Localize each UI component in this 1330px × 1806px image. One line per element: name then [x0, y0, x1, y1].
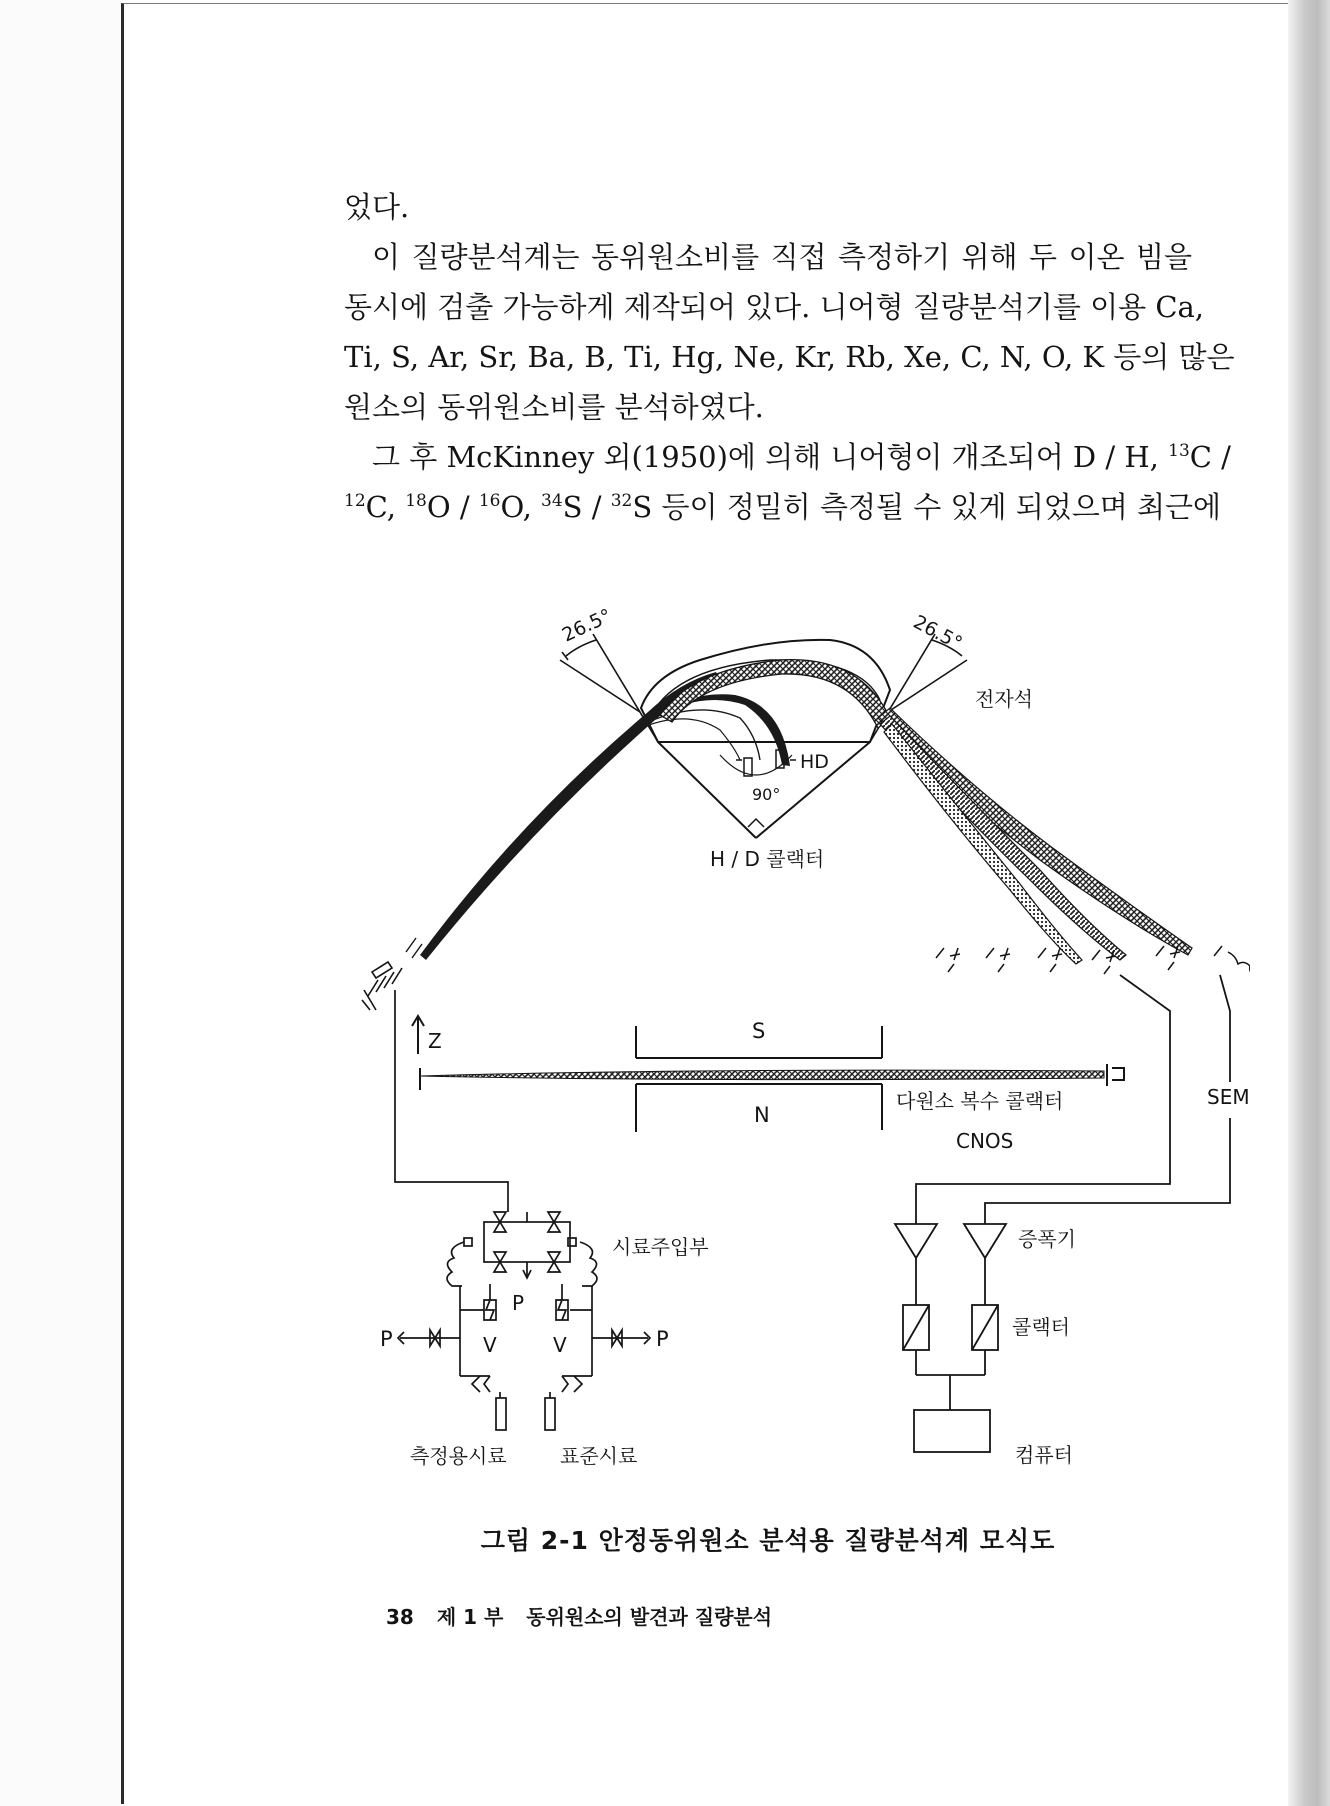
- standard-label: 표준시료: [560, 1444, 638, 1468]
- pump-label-center: P: [512, 1291, 525, 1315]
- valve-label-right: V: [553, 1333, 567, 1357]
- sample-inlet-system: [395, 990, 650, 1430]
- page-edge-shadow: [1288, 0, 1330, 1806]
- n-label: N: [754, 1103, 770, 1127]
- valve-label-left: V: [483, 1333, 497, 1357]
- s-label: S: [752, 1019, 766, 1043]
- collector-label: 콜랙터: [1012, 1315, 1070, 1339]
- amplifiers: [895, 1224, 1006, 1258]
- ion-beam-arc: [660, 660, 890, 728]
- ion-beam-right: [878, 708, 1192, 964]
- pump-label-left: P: [380, 1327, 393, 1351]
- right-angle-label: 90°: [752, 785, 781, 804]
- sample-label: 측정용시료: [410, 1444, 507, 1468]
- pump-label-right: P: [656, 1327, 669, 1351]
- isotope-superscript: 32: [610, 491, 633, 511]
- text-line-6: [344, 432, 1231, 482]
- computer-label: 컴퓨터: [1015, 1443, 1073, 1467]
- text-fragment: C,: [365, 490, 406, 524]
- text-line-7: [344, 482, 1222, 532]
- footer-title: 동위원소의 발견과 질량분석: [526, 1605, 773, 1629]
- amplifier-label: 증폭기: [1018, 1227, 1076, 1251]
- page-number: 38: [386, 1605, 414, 1629]
- text-line-2: 이 질량분석계는 동위원소비를 직접 측정하기 위해 두 이온 빔을: [372, 240, 1192, 274]
- inlet-label: 시료주입부: [612, 1235, 709, 1259]
- text-fragment: S 등이 정밀히 측정될 수 있게 되었으며 최근에: [632, 490, 1222, 524]
- isotope-superscript: 18: [405, 491, 427, 511]
- text-line-5: 원소의 동위원소비를 분석하였다.: [344, 390, 764, 424]
- text-line-6-main: 그 후 McKinney 외(1950)에 의해 니어형이 개조되어 D / H,: [372, 440, 1169, 474]
- cnos-label: CNOS: [956, 1129, 1014, 1153]
- figure-caption: 그림 2-1 안정동위원소 분석용 질량분석계 모식도: [480, 1526, 1056, 1555]
- collector-slits: [936, 946, 1250, 982]
- z-axis-label: Z: [428, 1029, 442, 1053]
- angle-label-right: 26.5°: [909, 610, 966, 655]
- hd-label: HD: [800, 751, 829, 773]
- mass-spectrometer-diagram: [330, 600, 1250, 1520]
- multi-collector-label: 다원소 복수 콜랙터: [896, 1089, 1064, 1113]
- hd-collector-label: H / D 콜랙터: [710, 847, 825, 871]
- page-footer: [386, 1601, 788, 1630]
- magnet-label: 전자석: [975, 687, 1033, 711]
- isotope-superscript: 34: [541, 491, 563, 511]
- collectors: [903, 1305, 998, 1350]
- computer-box: [914, 1410, 990, 1452]
- text-fragment: O,: [500, 490, 542, 524]
- text-fragment: O /: [426, 490, 479, 524]
- sem-label: SEM: [1207, 1085, 1250, 1109]
- body-paragraph: [344, 182, 1235, 532]
- isotope-superscript: 16: [478, 491, 501, 511]
- isotope-superscript: 12: [344, 491, 366, 511]
- text-line-3: 동시에 검출 가능하게 제작되어 있다. 니어형 질량분석기를 이용 Ca,: [344, 290, 1205, 324]
- text-line-6-end: C /: [1189, 440, 1231, 474]
- ion-beam-horizontal: [420, 1070, 1104, 1079]
- ion-source: [362, 938, 422, 1010]
- angle-label-left: 26.5°: [558, 604, 616, 647]
- isotope-superscript: 13: [1168, 441, 1190, 461]
- signal-wiring: [916, 975, 1230, 1410]
- text-fragment: S /: [562, 490, 611, 524]
- text-line-1: 었다.: [344, 190, 410, 224]
- text-line-4: Ti, S, Ar, Sr, Ba, B, Ti, Hg, Ne, Kr, Rb, Xe, C, N, O, K 등의 많은: [344, 340, 1235, 374]
- viewer-background: [0, 0, 120, 1806]
- footer-part: 제 1 부: [436, 1605, 504, 1629]
